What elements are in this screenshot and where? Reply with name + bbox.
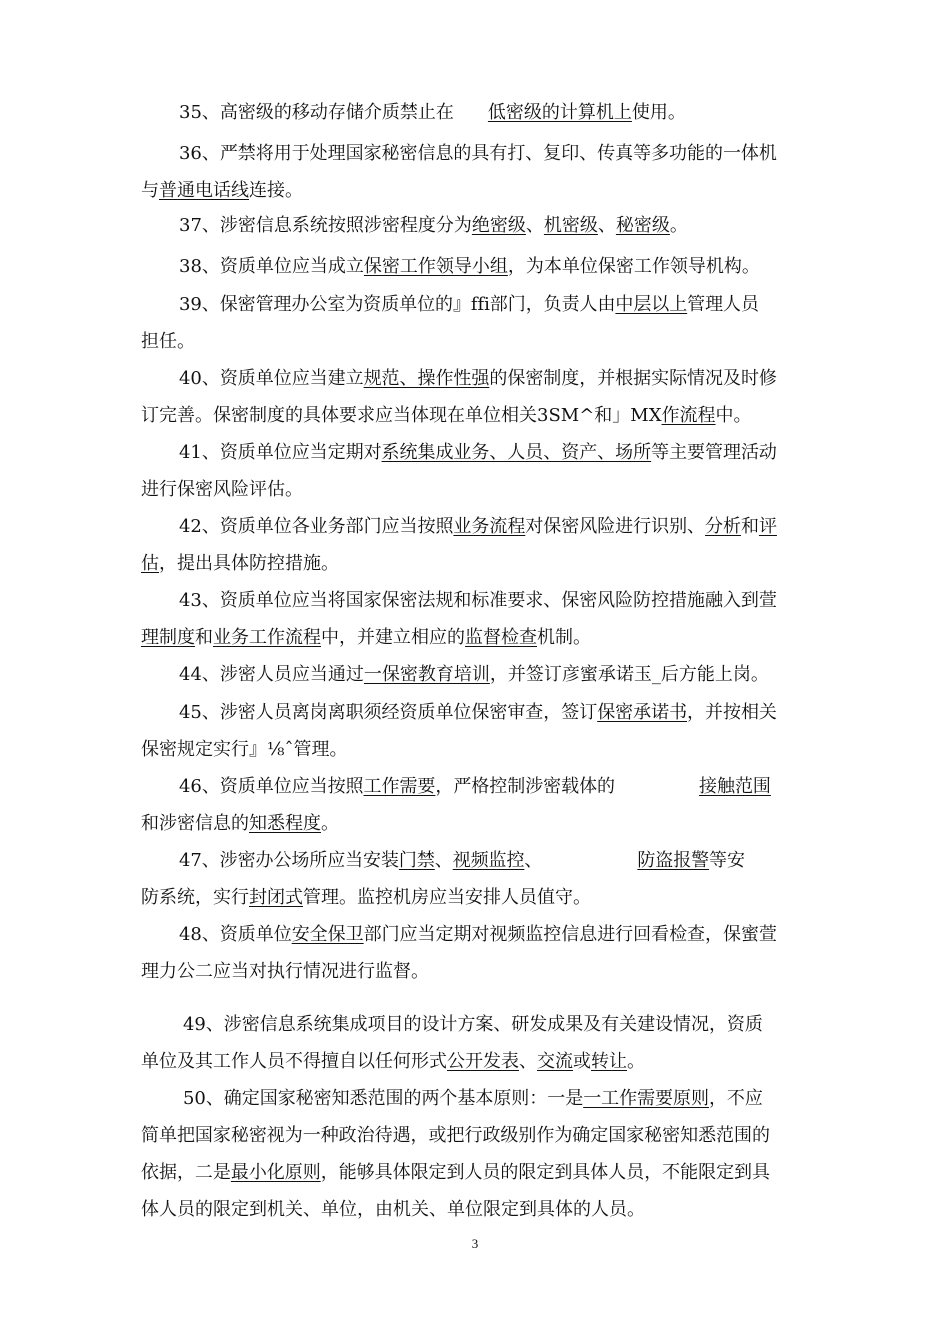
underlined-answer: 估 [141, 553, 159, 574]
text-run: 36、严禁将用于处理国家秘密信息的具有打、复印、传真等多功能的一体机 [179, 143, 777, 164]
text-run: 理力公二应当对执行情况进行监督。 [141, 961, 429, 982]
text-run: 。 [321, 813, 339, 834]
text-line [141, 959, 429, 985]
text-line [179, 774, 771, 800]
text-line [141, 625, 591, 651]
text-line [179, 292, 759, 318]
text-line [179, 366, 777, 392]
text-line [141, 1160, 770, 1186]
underlined-answer: 保密工作领导小组 [363, 256, 508, 277]
text-run: 50、确定国家秘密知悉范围的两个基本原则：一是 [183, 1088, 584, 1109]
text-line [141, 885, 591, 911]
text-run: ，并按相关 [687, 702, 777, 723]
text-run: 简单把国家秘密视为一种政治待遇，或把行政级别作为确定国家秘密知悉范围的 [141, 1125, 770, 1146]
text-line [179, 254, 760, 280]
text-run: 46、资质单位应当按照 [179, 776, 364, 797]
text-run: ，严格控制涉密载体的 [435, 776, 616, 797]
underlined-answer: 低密级的计算机上 [487, 102, 632, 123]
text-run: 35、高密级的移动存储介质禁止在 [179, 102, 454, 123]
text-run: 对保密风险进行识别、 [525, 516, 706, 537]
text-run: 48、资质单位 [179, 924, 292, 945]
text-run: 保密规定实行』⅛ˆ管理。 [141, 739, 348, 760]
text-line [179, 662, 769, 688]
underlined-answer: 理制度 [141, 627, 195, 648]
text-run: 部门应当定期对视频监控信息进行回看检查，保蜜萱 [363, 924, 777, 945]
underlined-answer: 防盗报警 [637, 850, 710, 871]
underlined-answer: 绝密级 [471, 215, 526, 236]
text-run: 中，并建立相应的 [321, 627, 465, 648]
text-line [141, 1049, 645, 1075]
underlined-answer: 一保密教育培训 [363, 664, 490, 685]
underlined-answer: 业务流程 [453, 516, 526, 537]
text-run: 40、资质单位应当建立 [179, 368, 364, 389]
underlined-answer: 公开发表 [447, 1051, 519, 1072]
text-run: 和 [195, 627, 213, 648]
text-run: 机制。 [537, 627, 591, 648]
text-run: 43、资质单位应当将国家保密法规和标准要求、保密风险防控措施融入到萱 [179, 590, 777, 611]
text-line [141, 1197, 645, 1223]
text-line [141, 178, 303, 204]
underlined-answer: 规范、操作性强 [363, 368, 490, 389]
text-run: ，能够具体限定到人员的限定到具体人员，不能限定到具 [320, 1162, 770, 1183]
underlined-answer: 普通电话线 [159, 180, 249, 201]
text-run: 中。 [715, 405, 752, 426]
text-line [179, 213, 688, 239]
text-run: 42、资质单位各业务部门应当按照 [179, 516, 454, 537]
text-run: 和涉密信息的 [141, 813, 249, 834]
underlined-answer: 评 [758, 516, 777, 537]
text-run: 担任。 [141, 331, 195, 352]
text-run: 防系统，实行 [141, 887, 249, 908]
underlined-answer: 门禁 [398, 850, 435, 871]
text-run: 、 [525, 215, 544, 236]
underlined-answer: 最小化原则 [230, 1162, 321, 1183]
text-run: 等安 [709, 850, 745, 871]
text-line [141, 1123, 770, 1149]
text-run: 41、资质单位应当定期对 [179, 442, 382, 463]
underlined-answer: 监督检查 [465, 627, 537, 648]
text-run: ，并签订彦蜜承诺玉_后方能上岗。 [489, 664, 769, 685]
underlined-answer: 业务工作流程 [213, 627, 321, 648]
text-run: 依据，二是 [141, 1162, 231, 1183]
text-line [141, 737, 347, 763]
underlined-answer: 交流 [537, 1051, 573, 1072]
text-line [179, 514, 777, 540]
text-line [141, 551, 339, 577]
text-run: 45、涉密人员离岗离职须经资质单位保密审查，签订 [179, 702, 598, 723]
text-run: 与 [141, 180, 159, 201]
underlined-answer: 知悉程度 [249, 813, 321, 834]
text-run: 管理。监控机房应当安排人员值守。 [303, 887, 591, 908]
underlined-answer: 作流程 [661, 405, 716, 426]
text-line [183, 1012, 763, 1038]
text-run: 、 [524, 850, 543, 871]
underlined-answer: 工作需要 [363, 776, 436, 797]
text-line [179, 700, 777, 726]
text-run: 。 [627, 1051, 645, 1072]
text-line [141, 329, 195, 355]
underlined-answer: 接触范围 [699, 776, 771, 797]
text-run: 等主要管理活动 [651, 442, 777, 463]
page-number: 3 [471, 1236, 479, 1251]
text-run: ，不应 [708, 1088, 763, 1109]
text-run: 、 [597, 215, 616, 236]
underlined-answer: 转让 [591, 1051, 627, 1072]
text-run: 管理人员 [687, 294, 759, 315]
text-line [179, 848, 745, 874]
text-run: 或 [573, 1051, 591, 1072]
text-run: 使用。 [631, 102, 686, 123]
text-line [141, 477, 303, 503]
text-run: 44、涉密人员应当通过 [179, 664, 364, 685]
text-run: 单位及其工作人员不得擅自以任何形式 [141, 1051, 447, 1072]
underlined-answer: 视频监控 [452, 850, 525, 871]
text-run: 38、资质单位应当成立 [179, 256, 364, 277]
text-run: 47、涉密办公场所应当安装 [179, 850, 399, 871]
underlined-answer: 封闭式 [249, 887, 303, 908]
text-run: 订完善。保密制度的具体要求应当体现在单位相关3SM^和」MX [141, 405, 662, 426]
text-line [179, 922, 777, 948]
text-line [179, 141, 777, 167]
text-line [141, 811, 339, 837]
underlined-answer: 中层以上 [615, 294, 688, 315]
text-run: ，提出具体防控措施。 [159, 553, 339, 574]
underlined-answer: 安全保卫 [291, 924, 364, 945]
underlined-answer: 保密承诺书 [597, 702, 688, 723]
text-run: 、 [519, 1051, 537, 1072]
text-run: 进行保密风险评估。 [141, 479, 303, 500]
text-run: 49、涉密信息系统集成项目的设计方案、研发成果及有关建设情况，资质 [183, 1014, 763, 1035]
text-run: 和 [740, 516, 759, 537]
underlined-answer: 系统集成业务、人员、资产、场所 [381, 442, 652, 463]
text-run: ，为本单位保密工作领导机构。 [507, 256, 760, 277]
text-line [183, 1086, 763, 1112]
text-line [141, 403, 752, 429]
text-run: 37、涉密信息系统按照涉密程度分为 [179, 215, 472, 236]
text-line [179, 100, 686, 126]
text-line [179, 588, 777, 614]
text-run: 。 [669, 215, 688, 236]
underlined-answer: 秘密级 [615, 215, 670, 236]
text-run: 连接。 [249, 180, 303, 201]
text-run: 、 [434, 850, 453, 871]
text-run: 39、保密管理办公室为资质单位的』ffi部门，负责人由 [179, 294, 616, 315]
text-line [179, 440, 777, 466]
text-run: 的保密制度，并根据实际情况及时修 [489, 368, 777, 389]
underlined-answer: 机密级 [543, 215, 598, 236]
underlined-answer: 分析 [705, 516, 741, 537]
underlined-answer: 一工作需要原则 [583, 1088, 709, 1109]
text-run: 体人员的限定到机关、单位，由机关、单位限定到具体的人员。 [141, 1199, 645, 1220]
